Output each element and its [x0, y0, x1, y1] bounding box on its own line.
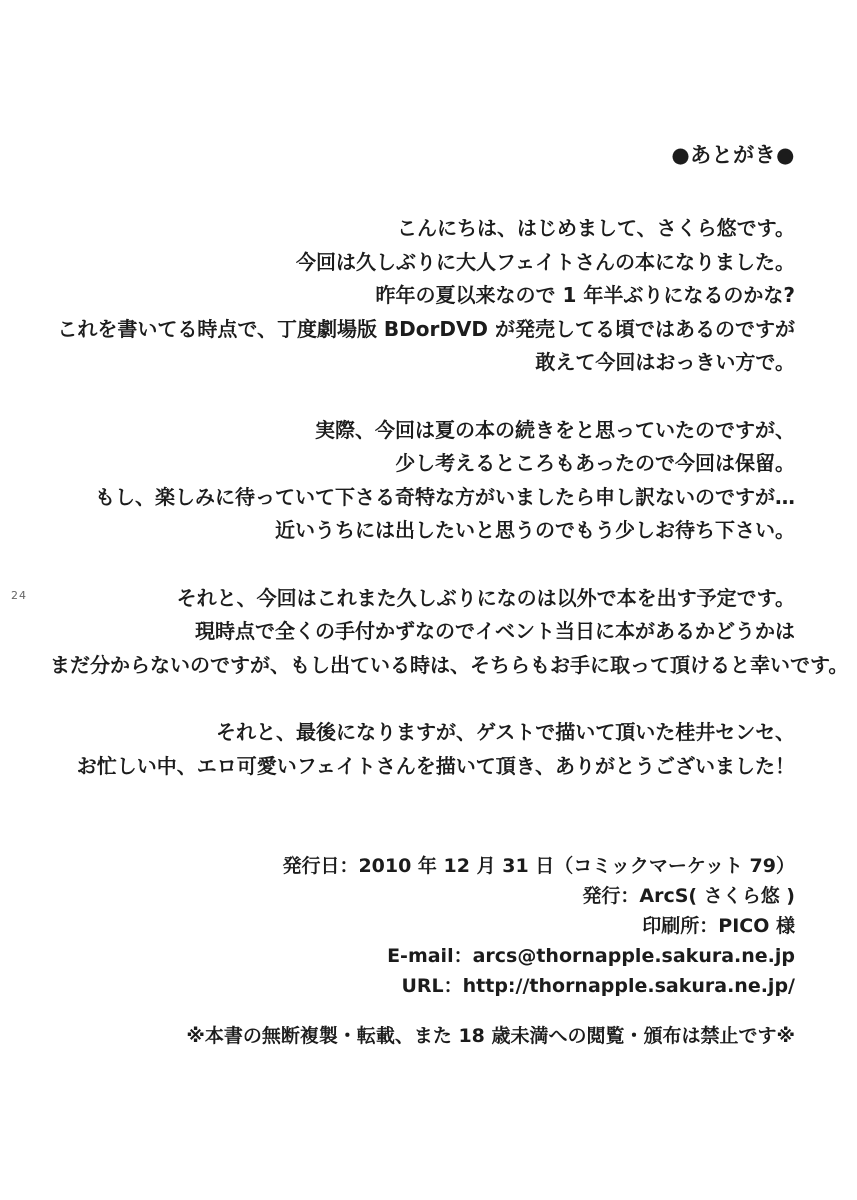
- colophon-email: E-mail：arcs@thornapple.sakura.ne.jp: [387, 945, 795, 967]
- afterword-line: 少し考えるところもあったので今回は保留。: [395, 451, 795, 475]
- afterword-line: まだ分からないのですが、もし出ている時は、そちらもお手に取って頂けると幸いです。: [50, 652, 849, 677]
- afterword-line: 昨年の夏以来なので 1 年半ぶりになるのかな?: [375, 283, 795, 307]
- afterword-paragraph: [50, 414, 795, 548]
- colophon-url: URL：http://thornapple.sakura.ne.jp/: [401, 975, 795, 997]
- afterword-line: 実際、今回は夏の本の続きをと思っていたのですが、: [315, 417, 795, 442]
- afterword-line: これを書いてる時点で、丁度劇場版 BDorDVD が発売してる頃ではあるのですが: [57, 316, 795, 341]
- colophon-publication-date: 発行日：2010 年 12 月 31 日（コミックマーケット 79）: [282, 855, 795, 877]
- afterword-paragraph: [50, 716, 795, 783]
- afterword-line: 現時点で全くの手付かずなのでイベント当日に本があるかどうかは: [195, 619, 795, 643]
- colophon-publisher: 発行：ArcS( さくら悠 ): [582, 885, 795, 907]
- afterword-line: お忙しい中、エロ可愛いフェイトさんを描いて頂き、ありがとうございました！: [76, 753, 795, 778]
- afterword-line: もし、楽しみに待っていて下さる奇特な方がいましたら申し訳ないのですが…: [95, 484, 795, 509]
- colophon: [50, 851, 795, 1001]
- afterword-line: それと、今回はこれまた久しぶりになのは以外で本を出す予定です。: [176, 585, 795, 610]
- afterword-line: それと、最後になりますが、ゲストで描いて頂いた桂井センセ、: [216, 720, 795, 744]
- colophon-printer: 印刷所：PICO 様: [642, 915, 795, 937]
- copyright-notice: ※本書の無断複製・転載、また 18 歳未満への閲覧・頒布は禁止です※: [186, 1025, 795, 1047]
- afterword-paragraph: [50, 212, 795, 380]
- afterword-content: [50, 141, 849, 1051]
- afterword-paragraph: [50, 582, 849, 683]
- afterword-line: 近いうちには出したいと思うのでもう少しお待ち下さい。: [275, 518, 795, 542]
- afterword-title: ●あとがき●: [671, 143, 795, 167]
- afterword-line: 敢えて今回はおっきい方で。: [535, 350, 795, 374]
- afterword-line: こんにちは、はじめまして、さくら悠です。: [397, 216, 795, 240]
- afterword-line: 今回は久しぶりに大人フェイトさんの本になりました。: [296, 249, 795, 274]
- page-number: 24: [11, 589, 27, 602]
